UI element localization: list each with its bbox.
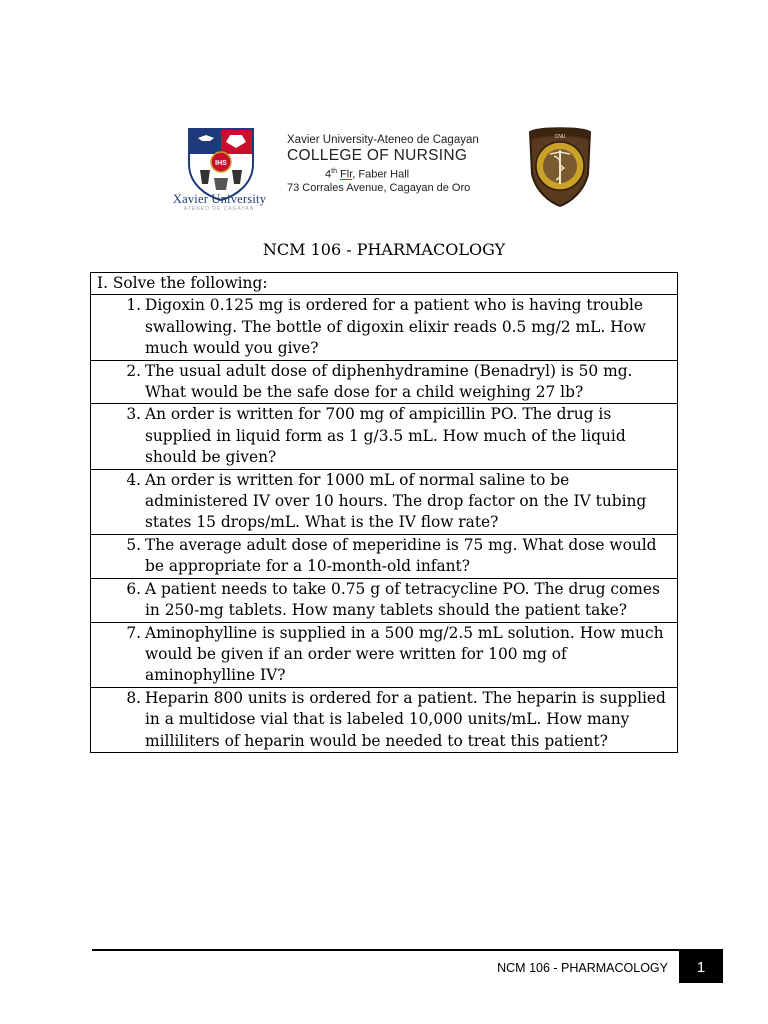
question-cell bbox=[91, 687, 678, 752]
question-row bbox=[91, 622, 678, 687]
college-name: COLLEGE OF NURSING bbox=[287, 147, 468, 164]
question-number: 7. bbox=[126, 623, 141, 642]
question-text: The usual adult dose of diphenhydramine (Benadryl) is 50 mg. What would be the safe dose for a child weighing 27 lb? bbox=[145, 361, 633, 402]
document-title: NCM 106 - PHARMACOLOGY bbox=[262, 240, 506, 259]
question-number: 5. bbox=[126, 535, 141, 554]
question-number: 2. bbox=[126, 361, 141, 380]
question-text: Aminophylline is supplied in a 500 mg/2.5 mL solution. How much would be given if an order were written for 100 mg of aminophylline IV? bbox=[145, 623, 664, 685]
section-header-row bbox=[91, 273, 678, 295]
question-row bbox=[91, 687, 678, 752]
question-text: A patient needs to take 0.75 g of tetracycline PO. The drug comes in 250-mg tablets. How many tablets should the patient take? bbox=[145, 579, 660, 620]
floor-rest: , Faber Hall bbox=[352, 168, 410, 181]
question-text: An order is written for 1000 mL of normal saline to be administered IV over 10 hours. The drop factor on the IV tubing states 15 drops/mL. What is the IV flow rate? bbox=[145, 470, 647, 532]
svg-text:IHS: IHS bbox=[215, 160, 227, 167]
question-cell bbox=[91, 469, 678, 534]
question-row bbox=[91, 578, 678, 622]
question-number: 6. bbox=[126, 579, 141, 598]
question-text: Heparin 800 units is ordered for a patient. The heparin is supplied in a multidose vial that is labeled 10,000 units/mL. How many milliliters of heparin would be needed to treat this patient? bbox=[145, 688, 666, 750]
footer-title: NCM 106 - PHARMACOLOGY bbox=[497, 961, 668, 975]
question-cell bbox=[91, 404, 678, 469]
institution-name: Xavier University-Ateneo de Cagayan bbox=[287, 134, 479, 146]
question-number: 3. bbox=[126, 405, 141, 424]
svg-text:CNU: CNU bbox=[554, 134, 566, 140]
floor-suffix: th bbox=[331, 168, 337, 175]
question-row bbox=[91, 404, 678, 469]
question-cell bbox=[91, 622, 678, 687]
question-number: 1. bbox=[126, 296, 141, 315]
question-cell bbox=[91, 295, 678, 360]
university-subtitle: ATENEO DE CAGAYAN bbox=[183, 206, 255, 212]
footer-rule bbox=[92, 949, 723, 951]
question-cell bbox=[91, 534, 678, 578]
floor-word: Flr bbox=[340, 168, 353, 181]
question-text: An order is written for 700 mg of ampicillin PO. The drug is supplied in liquid form as 1 g/3.5 mL. How much of the liquid should be given? bbox=[145, 405, 626, 467]
floor-number: 4 bbox=[325, 168, 332, 181]
question-row bbox=[91, 469, 678, 534]
question-number: 4. bbox=[126, 470, 141, 489]
question-number: 8. bbox=[126, 688, 141, 707]
college-of-nursing-seal-logo bbox=[524, 124, 596, 208]
letterhead bbox=[160, 120, 610, 220]
xavier-university-shield-logo bbox=[186, 126, 256, 202]
section-header: I. Solve the following: bbox=[91, 273, 678, 295]
question-cell bbox=[91, 578, 678, 622]
page-number: 1 bbox=[679, 951, 723, 983]
question-cell bbox=[91, 360, 678, 404]
question-text: The average adult dose of meperidine is 75 mg. What dose would be appropriate for a 10-month-old infant? bbox=[145, 535, 657, 576]
question-row bbox=[91, 534, 678, 578]
questions-table bbox=[90, 272, 678, 753]
floor-address bbox=[287, 165, 507, 182]
question-row bbox=[91, 295, 678, 360]
question-text: Digoxin 0.125 mg is ordered for a patient who is having trouble swallowing. The bottle of digoxin elixir reads 0.5 mg/2 mL. How much would you give? bbox=[145, 296, 646, 358]
institution-address-block bbox=[287, 134, 507, 195]
question-row bbox=[91, 360, 678, 404]
street-address: 73 Corrales Avenue, Cagayan de Oro bbox=[287, 181, 471, 194]
university-name: Xavier University bbox=[172, 192, 267, 206]
